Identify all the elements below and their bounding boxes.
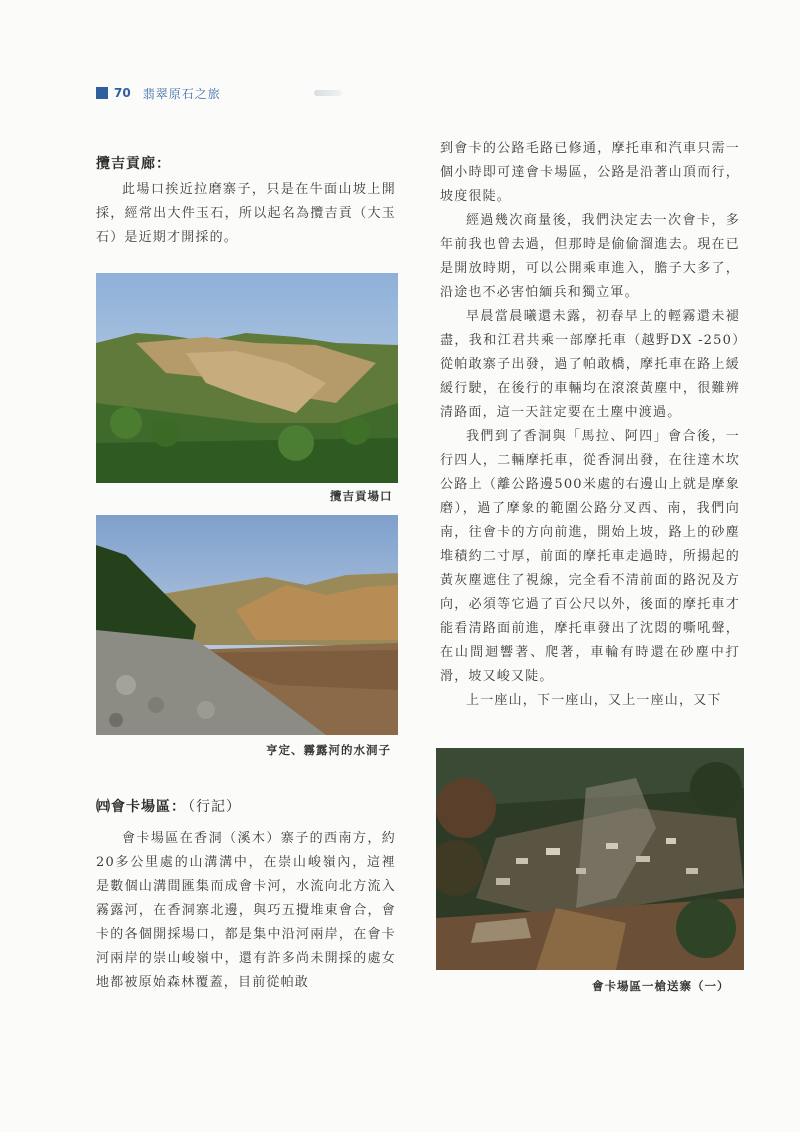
page-number: 70 [114, 86, 131, 100]
photo-huika-village [436, 748, 744, 970]
section-heading-huika-subtitle: （行記） [188, 799, 241, 815]
paragraph-lanjigong: 此場口挨近拉磨寨子，只是在牛面山坡上開採，經常出大件玉石，所以起名為攬吉貢（大玉石）是近期才開採的。 [96, 182, 396, 245]
book-title: 翡翠原石之旅 [142, 86, 221, 101]
left-bottom-text [96, 795, 396, 995]
photo-river-water-cave [96, 515, 398, 735]
header-smudge [314, 90, 342, 96]
paragraph-decision: 經過幾次商量後，我們決定去一次會卡，多年前我也曾去過，但那時是偷偷溜進去。現在已是開放時期，可以公開乘車進入，膽子大多了，沿途也不必害怕緬兵和獨立軍。 [440, 213, 740, 300]
photo-lanjigong-mine [96, 273, 398, 483]
section-heading-huika [96, 795, 396, 819]
paragraph-journey: 我們到了香洞與「馬拉、阿四」會合後，一行四人，二輛摩托車，從香洞出發，在往達木坎公路上（離公路邊500米處的右邊山上就是摩象磨），過了摩象的範圍公路分叉西、南，我們向南，往會卡的方向前進，開始上坡，路上的砂塵堆積約二寸厚，前面的摩托車走過時，所揚起的黃灰塵遮住了視線，完全看不清前面的路況及方向，必須等它過了百公尺以外，後面的摩托車才能看清路面前進，摩托車發出了沈悶的嘶吼聲，在山間迴響著、爬著，車輪有時還在砂塵中打滑，坡又峻又陡。 [440, 429, 740, 684]
right-text [440, 137, 740, 713]
section-heading-lanjigong: 攬吉貢廊： [96, 156, 171, 172]
left-top-text [96, 152, 396, 250]
paragraph-road: 到會卡的公路毛路已修通，摩托車和汽車只需一個小時即可達會卡場區，公路是沿著山頂而行，坡度很陡。 [440, 141, 740, 204]
paragraph-mountains: 上一座山，下一座山，又上一座山，又下 [466, 693, 722, 708]
caption-huika-village: 會卡場區一槍送寨（一） [592, 979, 730, 993]
caption-lanjigong: 攬吉貢場口 [330, 489, 393, 503]
caption-river: 亨定、霧露河的水洞子 [266, 743, 391, 757]
section-heading-huika-title: ㈣會卡場區： [96, 799, 186, 815]
paragraph-huika: 會卡場區在香洞（溪木）寨子的西南方，約20多公里處的山溝溝中，在崇山峻嶺內，這裡是數個山溝間匯集而成會卡河，水流向北方流入霧露河，在香洞寨北邊，與巧五攪堆東會合，會卡的各個開採場口，都是集中沿河兩岸，在會卡河兩岸的崇山峻嶺中，還有許多尚未開採的處女地都被原始森林覆蓋，目前從帕敢 [96, 831, 396, 990]
page-header [96, 84, 221, 102]
header-marker [96, 87, 108, 99]
paragraph-morning: 早晨當晨曦還未露，初春早上的輕霧還未褪盡，我和江君共乘一部摩托車（越野DX -250）從帕敢寨子出發，過了帕敢橋，摩托車在路上緩緩行駛，在後行的車輛均在滾滾黃塵中，很難辨清路面，這一天註定要在土塵中渡過。 [440, 309, 740, 420]
